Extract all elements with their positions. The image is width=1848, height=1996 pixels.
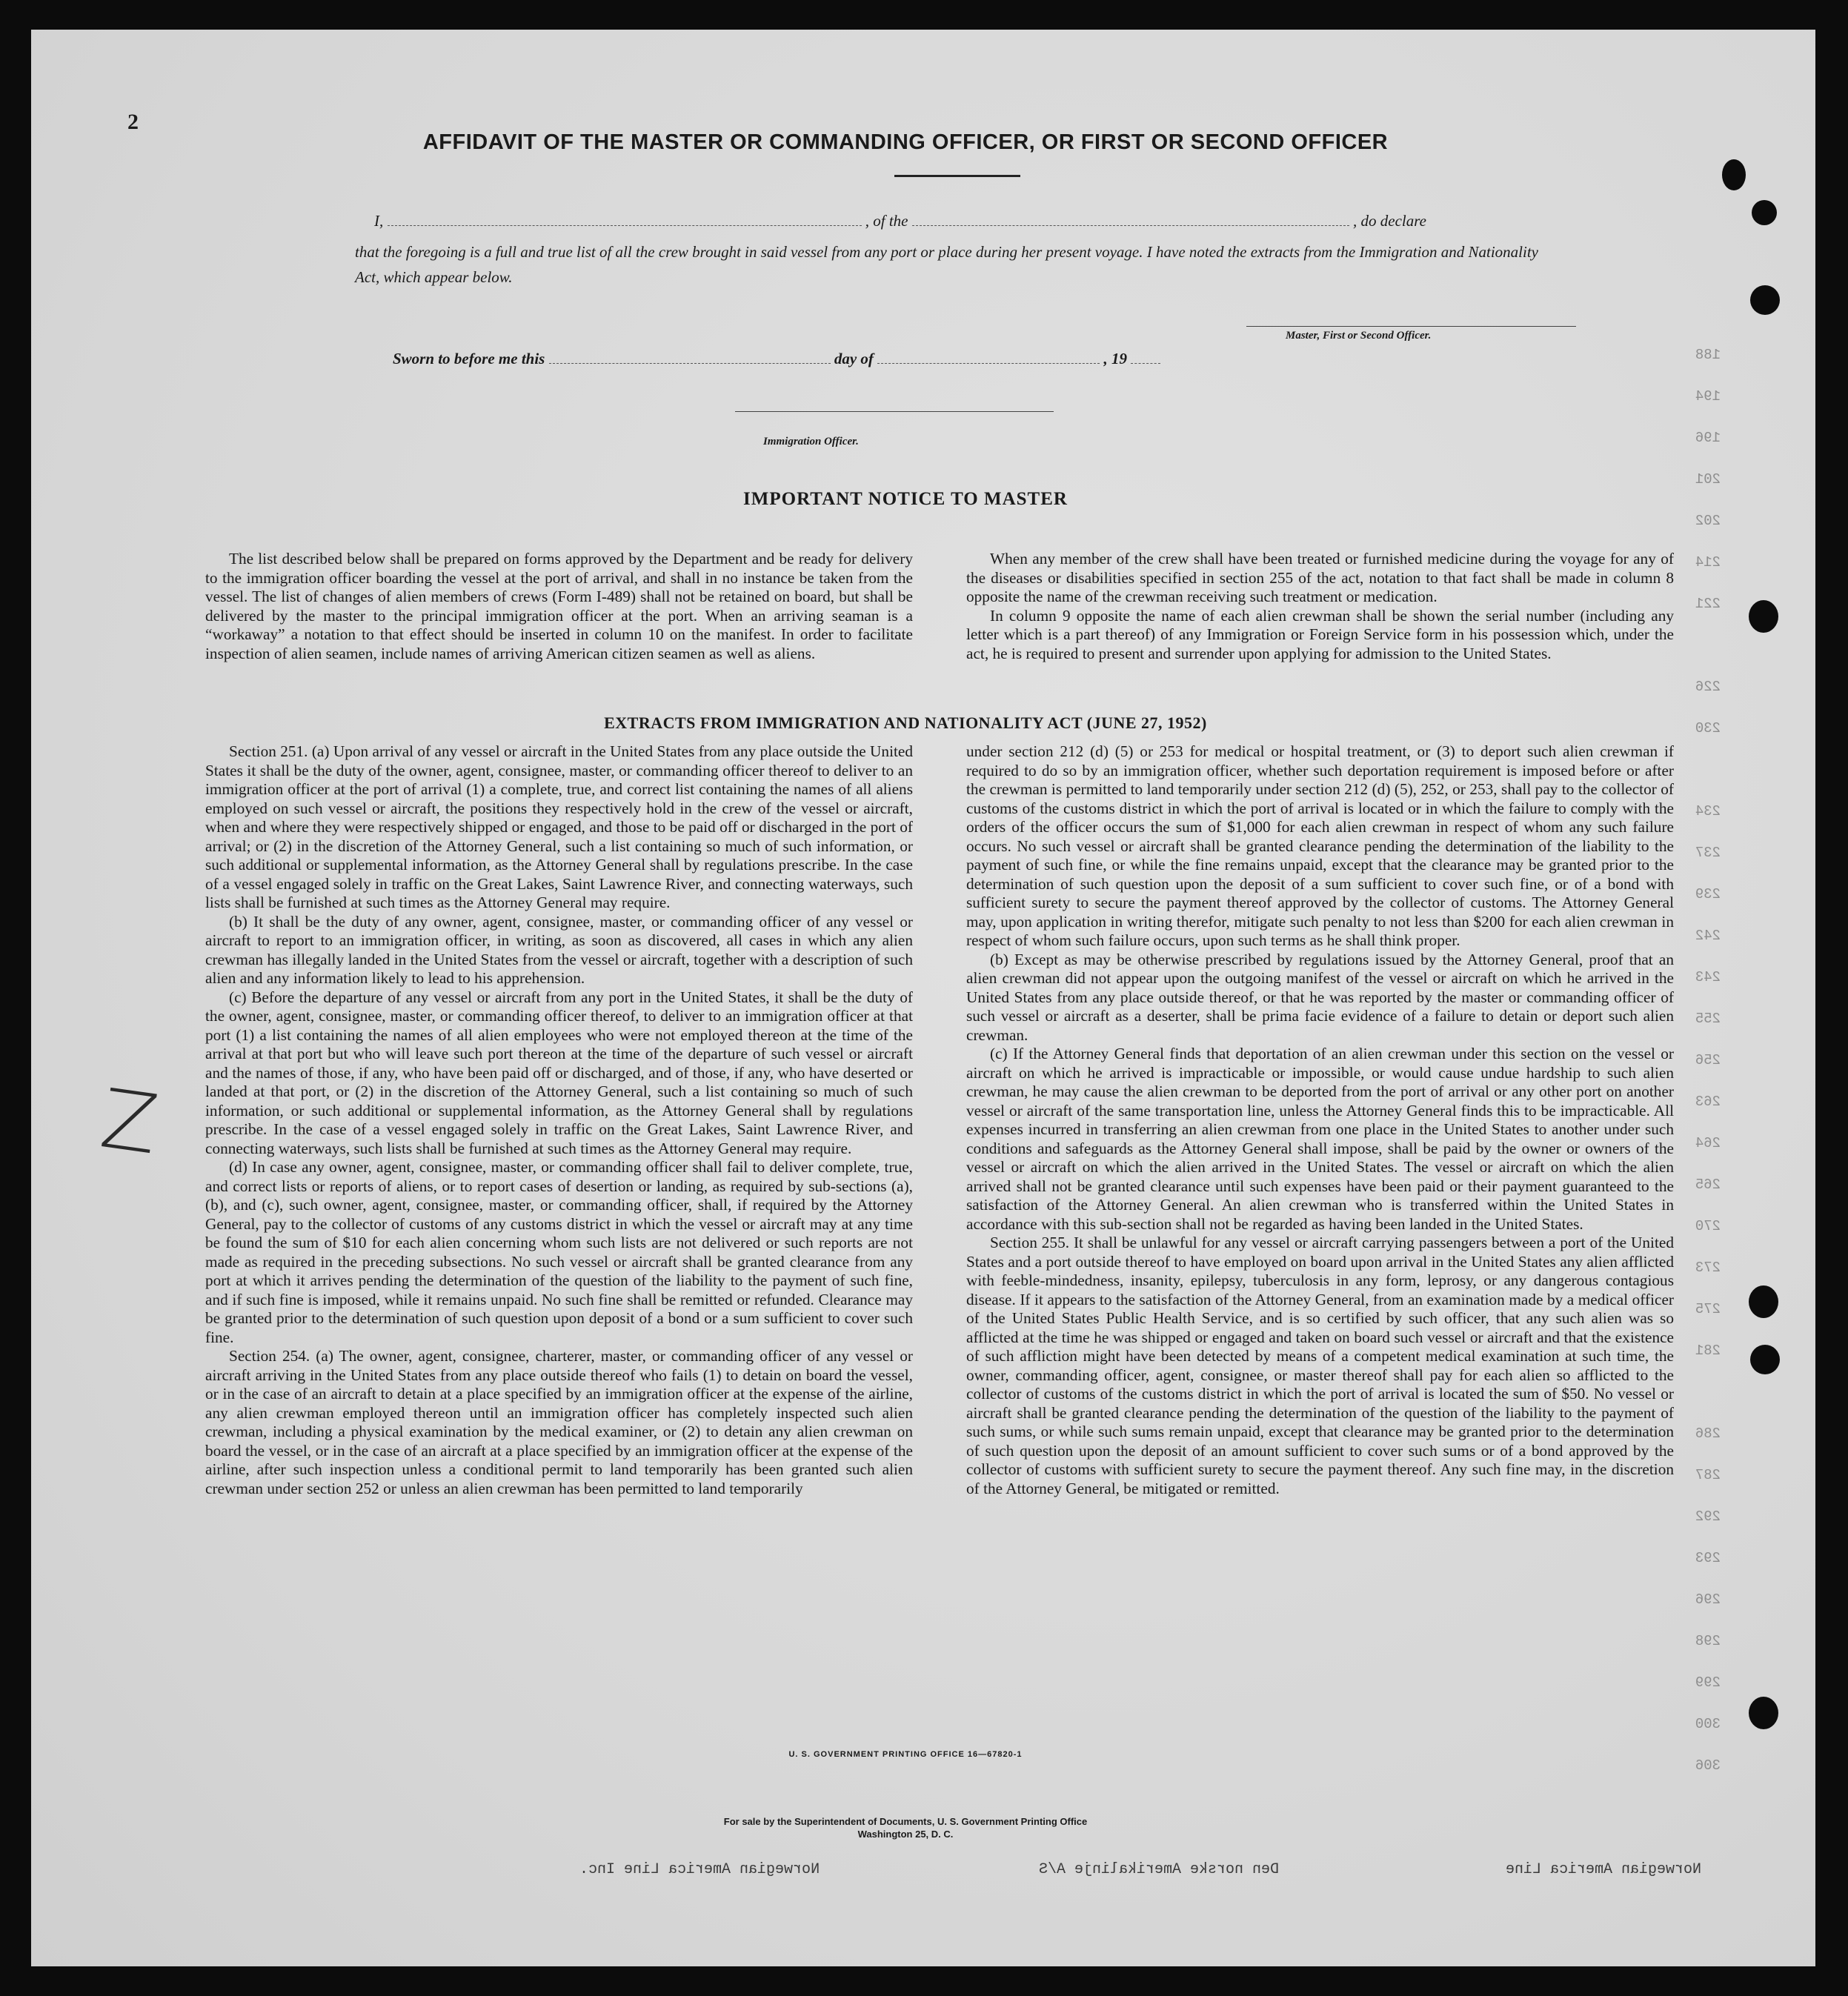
- document-page: [31, 30, 1815, 1966]
- bleed-through-row-number: 270: [1695, 1218, 1721, 1234]
- notice-heading: IMPORTANT NOTICE TO MASTER: [743, 489, 1068, 509]
- declaration-of-the-label: , of the: [865, 212, 908, 230]
- bleed-through-row-number: 255: [1695, 1011, 1721, 1027]
- declaration-declare-label: , do declare: [1353, 212, 1426, 230]
- bleed-through-row-number: 237: [1695, 845, 1721, 861]
- bleed-through-row-number: 196: [1695, 430, 1721, 446]
- bleed-through-row-number: 275: [1695, 1301, 1721, 1317]
- sworn-prefix: Sworn to before me this: [393, 350, 545, 367]
- bleed-through-row-number: 287: [1695, 1467, 1721, 1483]
- bleed-through-row-number: 298: [1695, 1633, 1721, 1649]
- declaration-line: [374, 212, 1538, 230]
- sworn-year-label: , 19: [1103, 350, 1127, 367]
- sworn-day-label: day of: [834, 350, 874, 367]
- bleed-through-row-number: [1624, 762, 1721, 803]
- page-number: 2: [127, 110, 139, 134]
- bleed-through-row-number: 306: [1695, 1757, 1721, 1774]
- notice-paragraph: When any member of the crew shall have been treated or furnished medicine during the voyage for any of the diseases or disabilities specified in section 255 of the act, notation to that fact shall be made in column 8 opposite the name of the crewman receiving such treatment or medication.: [966, 550, 1674, 605]
- handwritten-mark: Z: [95, 1071, 164, 1173]
- notice-left-column: [205, 550, 913, 663]
- bleed-through-row-number: [1624, 637, 1721, 679]
- punch-hole: [1749, 1285, 1778, 1318]
- punch-hole: [1722, 159, 1746, 190]
- bleed-through-row-number: 243: [1695, 969, 1721, 985]
- bleed-through-row-number: 221: [1695, 596, 1721, 612]
- bleed-through-row-number: 264: [1695, 1135, 1721, 1151]
- section-254a-continued: under section 212 (d) (5) or 253 for medical or hospital treatment, or (3) to deport such alien crewman if required to do so by an immigration officer, whether such deportation requirement is imposed before or after the crewman is permitted to land temporarily under section 212 (d) (5), 252, or 253, shall pay to the collector of customs of the customs district in which the port of arrival is located or in which the failure to comply with the orders of the officer occurs the sum of $1,000 for each alien crewman in respect of whom any such failure occurs. No such vessel or aircraft shall be granted clearance pending the determination of the liability to the payment of such fine, or while the fine remains unpaid, except that the clearance may be granted prior to the determination of such question upon the deposit of a sum sufficient to cover such fine, or of a bond with sufficient surety to secure the payment thereof approved by the collector of customs. The Attorney General may, upon application in writing therefor, mitigate such penalty to not less than $200 for each alien crewman in respect of whom such failure occurs, upon such terms as he shall think proper.: [966, 742, 1674, 949]
- gpo-imprint: U. S. GOVERNMENT PRINTING OFFICE 16—67820-1: [788, 1750, 1023, 1759]
- sale-notice-line: For sale by the Superintendent of Documents, U. S. Government Printing Office: [723, 1816, 1088, 1827]
- bleed-through-row-number: 202: [1695, 513, 1721, 529]
- bleed-through-footer-left: Norwegian America Line Inc.: [579, 1861, 820, 1878]
- bleed-through-row-number: 281: [1695, 1343, 1721, 1359]
- section-254a: Section 254. (a) The owner, agent, consignee, charterer, master, or commanding officer of any vessel or aircraft arriving in the United States from any place outside thereof who fails (1) to detain on board the vessel, or in the case of an aircraft to detain at a place specified by an immigration officer at the expense of the airline, any alien crewman employed thereon until an immigration officer has completely inspected such alien crewman, including a physical examination by the medical examiner, or (2) to detain any alien crewman on board the vessel, or in the case of an aircraft at a place specified by an immigration officer at the expense of the airline, after such inspection unless a conditional permit to land temporarily has been granted such alien crewman under section 252 or unless an alien crewman has been permitted to land temporarily: [205, 1347, 913, 1497]
- notice-right-column: [966, 550, 1674, 663]
- section-251c: (c) Before the departure of any vessel or aircraft from any port in the United States, it shall be the duty of the owner, agent, consignee, master, or commanding officer thereof, to deliver to an immigration officer at that port (1) a list containing the names of all alien employees who were not employed thereon at the time of the arrival at that port but who will leave such port thereon at the time of the departure of such vessel or aircraft and the names of those, if any, who have been paid off or discharged, and of those, if any, who have deserted or landed at that port, or (2) in the discretion of the Attorney General, such a list containing so much of such information, or such additional or supplemental information, as the Attorney General shall by regulations prescribe. In the case of a vessel engaged solely in traffic on the Great Lakes, Saint Lawrence River, and connecting waterways, such lists shall be furnished at such times as the Attorney General may require.: [205, 988, 913, 1157]
- sale-notice-city: Washington 25, D. C.: [857, 1829, 954, 1840]
- section-251d: (d) In case any owner, agent, consignee, master, or commanding officer shall fail to deliver complete, true, and correct lists or reports of aliens, or to report cases of desertion or landing, as required by sub-sections (a), (b), and (c), such owner, agent, consignee, master, or commanding officer, shall, if required by the Attorney General, pay to the collector of customs of any customs district in which the vessel or aircraft may at any time be found the sum of $10 for each alien concerning whom such lists are not delivered or such reports are not made as required in the preceding subsections. No such vessel or aircraft shall be granted clearance from any port at which it arrives pending the determination of the question of the liability to the payment of such fine, and if such fine is imposed, while it remains unpaid. No such fine shall be remitted or refunded. Clearance may be granted prior to the determination of such question upon deposit of a bond or a sum sufficient to cover such fine.: [205, 1158, 913, 1346]
- bleed-through-row-number: 273: [1695, 1260, 1721, 1276]
- section-254c: (c) If the Attorney General finds that deportation of an alien crewman under this section on the vessel or aircraft on which he arrived is impracticable or impossible, or would cause undue hardship to such alien crewman, he may cause the alien crewman to be deported from the port of arrival or any other port on another vessel or aircraft of the same transportation line, unless the Attorney General finds this to be impracticable. All expenses incurred in transferring an alien crewman from one place in the United States to another under such conditions and safeguards as the Attorney General shall impose, shall be paid by the owner or owners of the vessel or aircraft on which the alien arrived in the United States. The vessel or aircraft on which the alien arrived shall not be granted clearance until such expenses have been paid or their payment guaranteed to the satisfaction of the Attorney General. An alien crewman who is transferred within the United States in accordance with this sub-section shall not be regarded as having been landed in the United States.: [966, 1045, 1674, 1233]
- sworn-month-blank[interactable]: [877, 351, 1100, 364]
- punch-hole: [1750, 285, 1780, 315]
- bleed-through-row-number: 263: [1695, 1094, 1721, 1110]
- extracts-heading: EXTRACTS FROM IMMIGRATION AND NATIONALITY ACT (JUNE 27, 1952): [604, 713, 1207, 732]
- bleed-through-row-numbers: [1624, 347, 1721, 1799]
- title-divider: [894, 175, 1020, 177]
- punch-hole: [1749, 600, 1778, 633]
- bleed-through-row-number: 242: [1695, 928, 1721, 944]
- extracts-right-column: [966, 742, 1674, 1498]
- bleed-through-row-number: 293: [1695, 1550, 1721, 1566]
- notice-paragraph: In column 9 opposite the name of each alien crewman shall be shown the serial number (including any letter which is a part thereof) of any Immigration or Foreign Service form in his possession which, under the act, he is required to present and surrender upon applying for admission to the United States.: [966, 606, 1674, 662]
- declaration-text: that the foregoing is a full and true list of all the crew brought in said vessel from any port or place during her present voyage. I have noted the extracts from the Immigration and Nationality Act, which appear below.: [355, 243, 1538, 286]
- punch-hole: [1750, 1345, 1780, 1374]
- master-signature-label: Master, First or Second Officer.: [1286, 330, 1432, 342]
- section-251a: Section 251. (a) Upon arrival of any vessel or aircraft in the United States from any place outside the United States it shall be the duty of the owner, agent, consignee, master, or commanding officer thereof to deliver to an immigration officer at the port of arrival (1) a complete, true, and correct list containing the names of all aliens employed on such vessel or aircraft, the positions they respectively hold in the crew of the vessel or aircraft, when and where they were respectively shipped or engaged, and those to be paid off or discharged in the port of arrival; or (2) in the discretion of the Attorney General, such a list containing so much of such information, or such additional or supplemental information, as the Attorney General shall by regulations prescribe. In the case of a vessel engaged solely in traffic on the Great Lakes, Saint Lawrence River, and connecting waterways, such lists shall be furnished at such times as the Attorney General may require.: [205, 742, 913, 911]
- bleed-through-row-number: 292: [1695, 1508, 1721, 1525]
- bleed-through-row-number: 286: [1695, 1426, 1721, 1442]
- extracts-left-column: [205, 742, 913, 1498]
- sworn-year-blank[interactable]: [1131, 351, 1160, 364]
- section-251b: (b) It shall be the duty of any owner, agent, consignee, master, or commanding officer of any vessel or aircraft to report to an immigration officer, in writing, as soon as discovered, all cases in which any alien crewman has illegally landed in the United States from the vessel or aircraft, together with a description of such alien and any information likely to lead to his apprehension.: [205, 912, 913, 987]
- sworn-day-blank[interactable]: [549, 351, 831, 364]
- vessel-name-blank[interactable]: [912, 213, 1349, 226]
- affidavit-title: AFFIDAVIT OF THE MASTER OR COMMANDING OFFICER, OR FIRST OR SECOND OFFICER: [422, 130, 1389, 154]
- bleed-through-footer-right: Norwegian America Line: [1506, 1861, 1702, 1878]
- bleed-through-row-number: 230: [1695, 720, 1721, 736]
- punch-hole: [1749, 1697, 1778, 1729]
- master-signature-line[interactable]: [1246, 326, 1576, 327]
- bleed-through-row-number: 214: [1695, 554, 1721, 570]
- sworn-line: [393, 350, 1160, 368]
- bleed-through-row-number: 256: [1695, 1052, 1721, 1068]
- section-254b: (b) Except as may be otherwise prescribed by regulations issued by the Attorney General, proof that an alien crewman did not appear upon the outgoing manifest of the vessel or aircraft on which he arrived in the United States from any place outside thereof, or that he was reported by the master or commanding officer of such vessel or aircraft as a deserter, shall be prima facie evidence of a failure to detain or deport such alien crewman.: [966, 950, 1674, 1044]
- officer-signature-line[interactable]: [735, 411, 1054, 412]
- bleed-through-row-number: 265: [1695, 1177, 1721, 1193]
- officer-signature-label: Immigration Officer.: [763, 436, 859, 448]
- bleed-through-footer-mid: Den norske Amerikalinje A/S: [1039, 1861, 1280, 1878]
- bleed-through-row-number: 299: [1695, 1674, 1721, 1691]
- bleed-through-row-number: [1624, 1384, 1721, 1426]
- bleed-through-row-number: 234: [1695, 803, 1721, 819]
- bleed-through-row-number: 300: [1695, 1716, 1721, 1732]
- section-255: Section 255. It shall be unlawful for any vessel or aircraft carrying passengers between a port of the United States and a port outside thereof to have employed on board upon arrival in the United States any alien afflicted with feeble-mindedness, insanity, epilepsy, tuberculosis in any form, leprosy, or any dangerous contagious disease. If it appears to the satisfaction of the Attorney General, from an examination made by a medical officer of the United States Public Health Service, and is so certified by such officer, that any such alien was so afflicted at the time he was shipped or engaged and taken on board such vessel or aircraft and that the existence of such affliction might have been detected by means of a competent medical examination at such time, the owner, commanding officer, agent, consignee, or master thereof shall pay for each alien so afflicted to the collector of customs of the customs district in which the port of arrival is located the sum of $50. No vessel or aircraft shall be granted clearance pending the determination of the question of the liability to the payment of such sums, or while such sums remain unpaid, except that clearance may be granted prior to the determination of such question upon the deposit of an amount sufficient to cover such sums or of a bond approved by the collector of customs with sufficient surety to secure the payment thereof. Any such fine may, in the discretion of the Attorney General, be mitigated or remitted.: [966, 1234, 1674, 1497]
- bleed-through-row-number: 201: [1695, 471, 1721, 488]
- bleed-through-row-number: 226: [1695, 679, 1721, 695]
- bleed-through-row-number: 188: [1695, 347, 1721, 363]
- bleed-through-row-number: 194: [1695, 388, 1721, 405]
- declarant-name-blank[interactable]: [388, 213, 862, 226]
- bleed-through-row-number: 296: [1695, 1591, 1721, 1608]
- bleed-through-row-number: 239: [1695, 886, 1721, 902]
- declaration-i-label: I,: [374, 212, 384, 230]
- notice-paragraph: The list described below shall be prepared on forms approved by the Department and be ready for delivery to the immigration officer boarding the vessel at the port of arrival, and shall in no instance be taken from the vessel. The list of changes of alien members of crews (Form I-489) shall not be retained on board, but shall be delivered by the master to the principal immigration officer at the port. When an arriving seaman is a “workaway” a notation to that effect should be inserted in column 10 on the manifest. In order to facilitate inspection of alien seamen, include names of arriving American citizen seamen as well as aliens.: [205, 550, 913, 662]
- punch-hole: [1752, 200, 1777, 225]
- sale-notice: [31, 1815, 1780, 1840]
